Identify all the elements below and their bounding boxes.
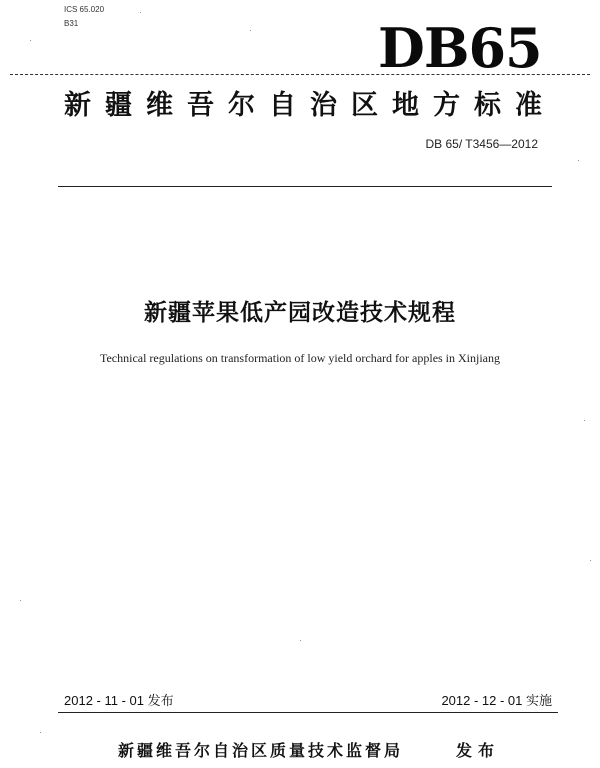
standard-code: DB 65/ T3456—2012: [425, 137, 538, 151]
scan-speck: [300, 640, 301, 641]
scan-speck: [578, 160, 579, 161]
scan-speck: [140, 12, 141, 13]
ccs-code: B31: [64, 19, 79, 28]
header-divider: [10, 74, 590, 75]
scan-speck: [250, 30, 251, 31]
publish-label: 发布: [456, 741, 501, 760]
scan-speck: [20, 600, 21, 601]
standard-logo: DB65: [378, 16, 542, 80]
scan-speck: [584, 420, 585, 421]
document-title: 新疆苹果低产园改造技术规程: [144, 300, 456, 326]
implementation-date: 2012 - 12 - 01 实施: [441, 693, 552, 708]
issue-date: 2012 - 11 - 01 发布: [64, 693, 174, 708]
scan-speck: [590, 560, 591, 561]
ics-code: ICS 65.020: [64, 5, 105, 14]
publisher-name: 新疆维吾尔自治区质量技术监督局: [118, 741, 404, 760]
footer-divider: [58, 712, 558, 713]
scan-speck: [40, 732, 41, 733]
title-divider: [58, 186, 552, 187]
scan-speck: [30, 40, 31, 41]
document-title-english: Technical regulations on transformation of low yield orchard for apples in Xinjiang: [99, 351, 501, 365]
issuer-title: 新疆维吾尔自治区地方标准: [64, 90, 556, 121]
